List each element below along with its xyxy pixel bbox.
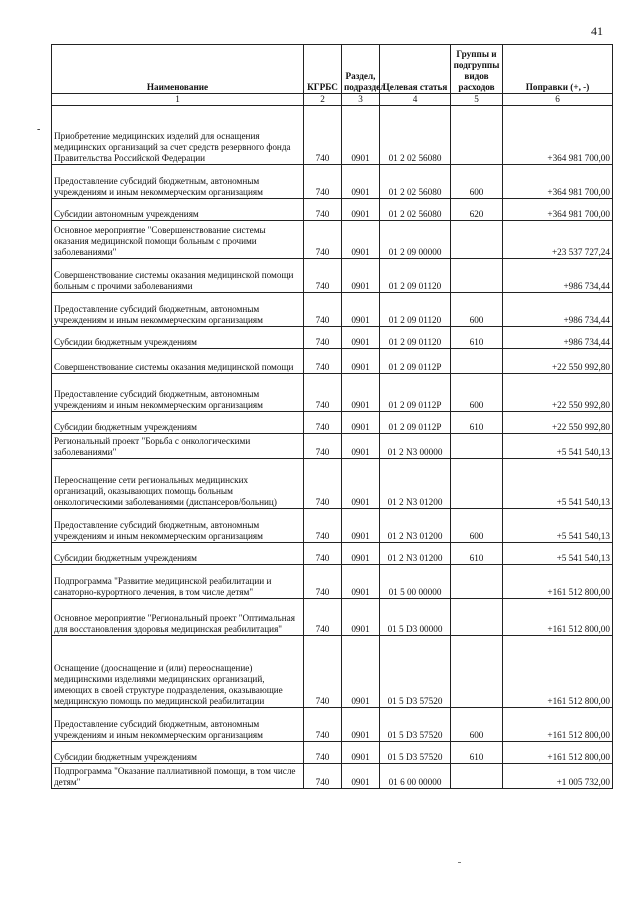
row-target-article: 01 2 09 01120 (380, 293, 451, 327)
row-target-article: 01 2 N3 01200 (380, 509, 451, 543)
row-kgrbs: 740 (304, 327, 342, 349)
row-section: 0901 (342, 434, 380, 459)
row-amount: +986 734,44 (503, 259, 613, 293)
table-row (52, 327, 613, 349)
row-amount: +364 981 700,00 (503, 199, 613, 221)
row-expense-group: 610 (451, 742, 503, 764)
row-name: Субсидии бюджетным учреждениям (52, 327, 304, 349)
table-row (52, 374, 613, 412)
row-name: Основное мероприятие "Совершенствование системы оказания медицинской помощи больным с прочими заболеваниями" (52, 221, 304, 259)
row-name: Предоставление субсидий бюджетным, автономным учреждениям и иным некоммерческим организациям (52, 509, 304, 543)
header-target: Целевая статья (380, 45, 451, 94)
row-target-article: 01 2 N3 01200 (380, 543, 451, 565)
row-target-article: 01 2 09 0112P (380, 374, 451, 412)
row-amount: +364 981 700,00 (503, 106, 613, 165)
header-amendments: Поправки (+, -) (503, 45, 613, 94)
row-target-article: 01 2 09 00000 (380, 221, 451, 259)
row-name: Региональный проект "Борьба с онкологическими заболеваниями" (52, 434, 304, 459)
row-amount: +1 005 732,00 (503, 764, 613, 789)
row-expense-group: 610 (451, 412, 503, 434)
budget-amendments-table (51, 44, 613, 789)
row-target-article: 01 2 09 0112P (380, 349, 451, 374)
row-section: 0901 (342, 459, 380, 509)
row-expense-group: 600 (451, 708, 503, 742)
row-section: 0901 (342, 374, 380, 412)
row-amount: +22 550 992,80 (503, 349, 613, 374)
row-kgrbs: 740 (304, 599, 342, 636)
column-number: 1 (52, 94, 304, 106)
table-row (52, 764, 613, 789)
row-amount: +161 512 800,00 (503, 565, 613, 599)
row-expense-group (451, 259, 503, 293)
table-row (52, 259, 613, 293)
row-name: Совершенствование системы оказания медицинской помощи (52, 349, 304, 374)
column-number: 3 (342, 94, 380, 106)
row-kgrbs: 740 (304, 199, 342, 221)
table-row (52, 459, 613, 509)
row-kgrbs: 740 (304, 636, 342, 708)
row-expense-group: 600 (451, 293, 503, 327)
table-row (52, 708, 613, 742)
table-row (52, 165, 613, 199)
row-section: 0901 (342, 165, 380, 199)
row-amount: +364 981 700,00 (503, 165, 613, 199)
row-expense-group: 600 (451, 165, 503, 199)
table-row (52, 349, 613, 374)
row-section: 0901 (342, 599, 380, 636)
row-target-article: 01 2 N3 01200 (380, 459, 451, 509)
row-section: 0901 (342, 199, 380, 221)
row-expense-group: 620 (451, 199, 503, 221)
row-expense-group (451, 565, 503, 599)
header-groups: Группы и подгруппы видов расходов (451, 45, 503, 94)
column-number-row (52, 94, 613, 106)
row-section: 0901 (342, 259, 380, 293)
table-row (52, 293, 613, 327)
row-kgrbs: 740 (304, 106, 342, 165)
row-kgrbs: 740 (304, 165, 342, 199)
header-section: Раздел, подраздел (342, 45, 380, 94)
row-target-article: 01 5 D3 57520 (380, 742, 451, 764)
row-expense-group (451, 106, 503, 165)
scan-mark (458, 862, 461, 863)
header-kgrbs: КГРБС (304, 45, 342, 94)
row-kgrbs: 740 (304, 259, 342, 293)
row-section: 0901 (342, 764, 380, 789)
row-name: Основное мероприятие "Региональный проект "Оптимальная для восстановления здоровья медицинская реабилитация" (52, 599, 304, 636)
table-row (52, 742, 613, 764)
row-amount: +22 550 992,80 (503, 374, 613, 412)
column-number: 4 (380, 94, 451, 106)
row-expense-group: 600 (451, 374, 503, 412)
row-kgrbs: 740 (304, 412, 342, 434)
row-expense-group: 610 (451, 327, 503, 349)
row-name: Субсидии бюджетным учреждениям (52, 412, 304, 434)
row-target-article: 01 2 02 56080 (380, 106, 451, 165)
row-kgrbs: 740 (304, 221, 342, 259)
table-row (52, 636, 613, 708)
row-name: Оснащение (дооснащение и (или) переоснащение) медицинскими изделиями медицинских организаций, имеющих в своей структуре подразделения, оказывающие медицинскую помощь по медицинской реабилитации (52, 636, 304, 708)
row-name: Субсидии бюджетным учреждениям (52, 543, 304, 565)
row-amount: +22 550 992,80 (503, 412, 613, 434)
row-target-article: 01 6 00 00000 (380, 764, 451, 789)
row-expense-group: 600 (451, 509, 503, 543)
row-expense-group: 610 (451, 543, 503, 565)
column-number: 5 (451, 94, 503, 106)
row-section: 0901 (342, 221, 380, 259)
row-target-article: 01 5 D3 00000 (380, 599, 451, 636)
row-amount: +986 734,44 (503, 293, 613, 327)
row-section: 0901 (342, 349, 380, 374)
stray-mark: - (37, 124, 41, 135)
row-kgrbs: 740 (304, 374, 342, 412)
row-kgrbs: 740 (304, 764, 342, 789)
row-name: Подпрограмма "Оказание паллиативной помощи, в том числе детям" (52, 764, 304, 789)
row-target-article: 01 5 D3 57520 (380, 636, 451, 708)
row-section: 0901 (342, 327, 380, 349)
row-target-article: 01 2 02 56080 (380, 199, 451, 221)
row-section: 0901 (342, 509, 380, 543)
row-expense-group (451, 221, 503, 259)
row-section: 0901 (342, 742, 380, 764)
row-kgrbs: 740 (304, 742, 342, 764)
row-section: 0901 (342, 708, 380, 742)
row-name: Совершенствование системы оказания медицинской помощи больным с прочими заболеваниями (52, 259, 304, 293)
row-amount: +986 734,44 (503, 327, 613, 349)
row-target-article: 01 2 09 01120 (380, 259, 451, 293)
row-target-article: 01 2 09 0112P (380, 412, 451, 434)
row-expense-group (451, 636, 503, 708)
row-name: Предоставление субсидий бюджетным, автономным учреждениям и иным некоммерческим организациям (52, 165, 304, 199)
row-kgrbs: 740 (304, 459, 342, 509)
row-amount: +23 537 727,24 (503, 221, 613, 259)
table-header-row (52, 45, 613, 94)
row-amount: +5 541 540,13 (503, 434, 613, 459)
row-kgrbs: 740 (304, 708, 342, 742)
row-expense-group (451, 459, 503, 509)
row-kgrbs: 740 (304, 293, 342, 327)
row-section: 0901 (342, 412, 380, 434)
table-row (52, 412, 613, 434)
row-expense-group (451, 349, 503, 374)
table-row (52, 434, 613, 459)
row-amount: +161 512 800,00 (503, 742, 613, 764)
table-row (52, 221, 613, 259)
row-name: Субсидии бюджетным учреждениям (52, 742, 304, 764)
row-kgrbs: 740 (304, 434, 342, 459)
row-amount: +5 541 540,13 (503, 459, 613, 509)
page-number: 41 (591, 24, 603, 38)
row-section: 0901 (342, 106, 380, 165)
row-name: Переоснащение сети региональных медицинских организаций, оказывающих помощь больным онкологическими заболеваниями (диспансеров/больниц) (52, 459, 304, 509)
row-name: Предоставление субсидий бюджетным, автономным учреждениям и иным некоммерческим организациям (52, 293, 304, 327)
row-section: 0901 (342, 543, 380, 565)
row-amount: +161 512 800,00 (503, 599, 613, 636)
row-expense-group (451, 434, 503, 459)
row-kgrbs: 740 (304, 509, 342, 543)
row-name: Субсидии автономным учреждениям (52, 199, 304, 221)
row-name: Предоставление субсидий бюджетным, автономным учреждениям и иным некоммерческим организациям (52, 708, 304, 742)
column-number: 6 (503, 94, 613, 106)
table-row (52, 543, 613, 565)
row-target-article: 01 5 00 00000 (380, 565, 451, 599)
row-amount: +161 512 800,00 (503, 708, 613, 742)
row-section: 0901 (342, 293, 380, 327)
row-section: 0901 (342, 565, 380, 599)
table-row (52, 599, 613, 636)
header-name: Наименование (52, 45, 304, 94)
row-amount: +5 541 540,13 (503, 543, 613, 565)
row-target-article: 01 2 N3 00000 (380, 434, 451, 459)
row-amount: +161 512 800,00 (503, 636, 613, 708)
row-expense-group (451, 764, 503, 789)
row-expense-group (451, 599, 503, 636)
table-row (52, 106, 613, 165)
row-target-article: 01 5 D3 57520 (380, 708, 451, 742)
row-kgrbs: 740 (304, 543, 342, 565)
row-kgrbs: 740 (304, 565, 342, 599)
row-name: Предоставление субсидий бюджетным, автономным учреждениям и иным некоммерческим организациям (52, 374, 304, 412)
table-row (52, 565, 613, 599)
row-target-article: 01 2 09 01120 (380, 327, 451, 349)
table-row (52, 199, 613, 221)
row-amount: +5 541 540,13 (503, 509, 613, 543)
row-kgrbs: 740 (304, 349, 342, 374)
table-row (52, 509, 613, 543)
row-target-article: 01 2 02 56080 (380, 165, 451, 199)
row-section: 0901 (342, 636, 380, 708)
column-number: 2 (304, 94, 342, 106)
row-name: Подпрограмма "Развитие медицинской реабилитации и санаторно-курортного лечения, в том числе детям" (52, 565, 304, 599)
row-name: Приобретение медицинских изделий для оснащения медицинских организаций за счет средств резервного фонда Правительства Российской Федерации (52, 106, 304, 165)
